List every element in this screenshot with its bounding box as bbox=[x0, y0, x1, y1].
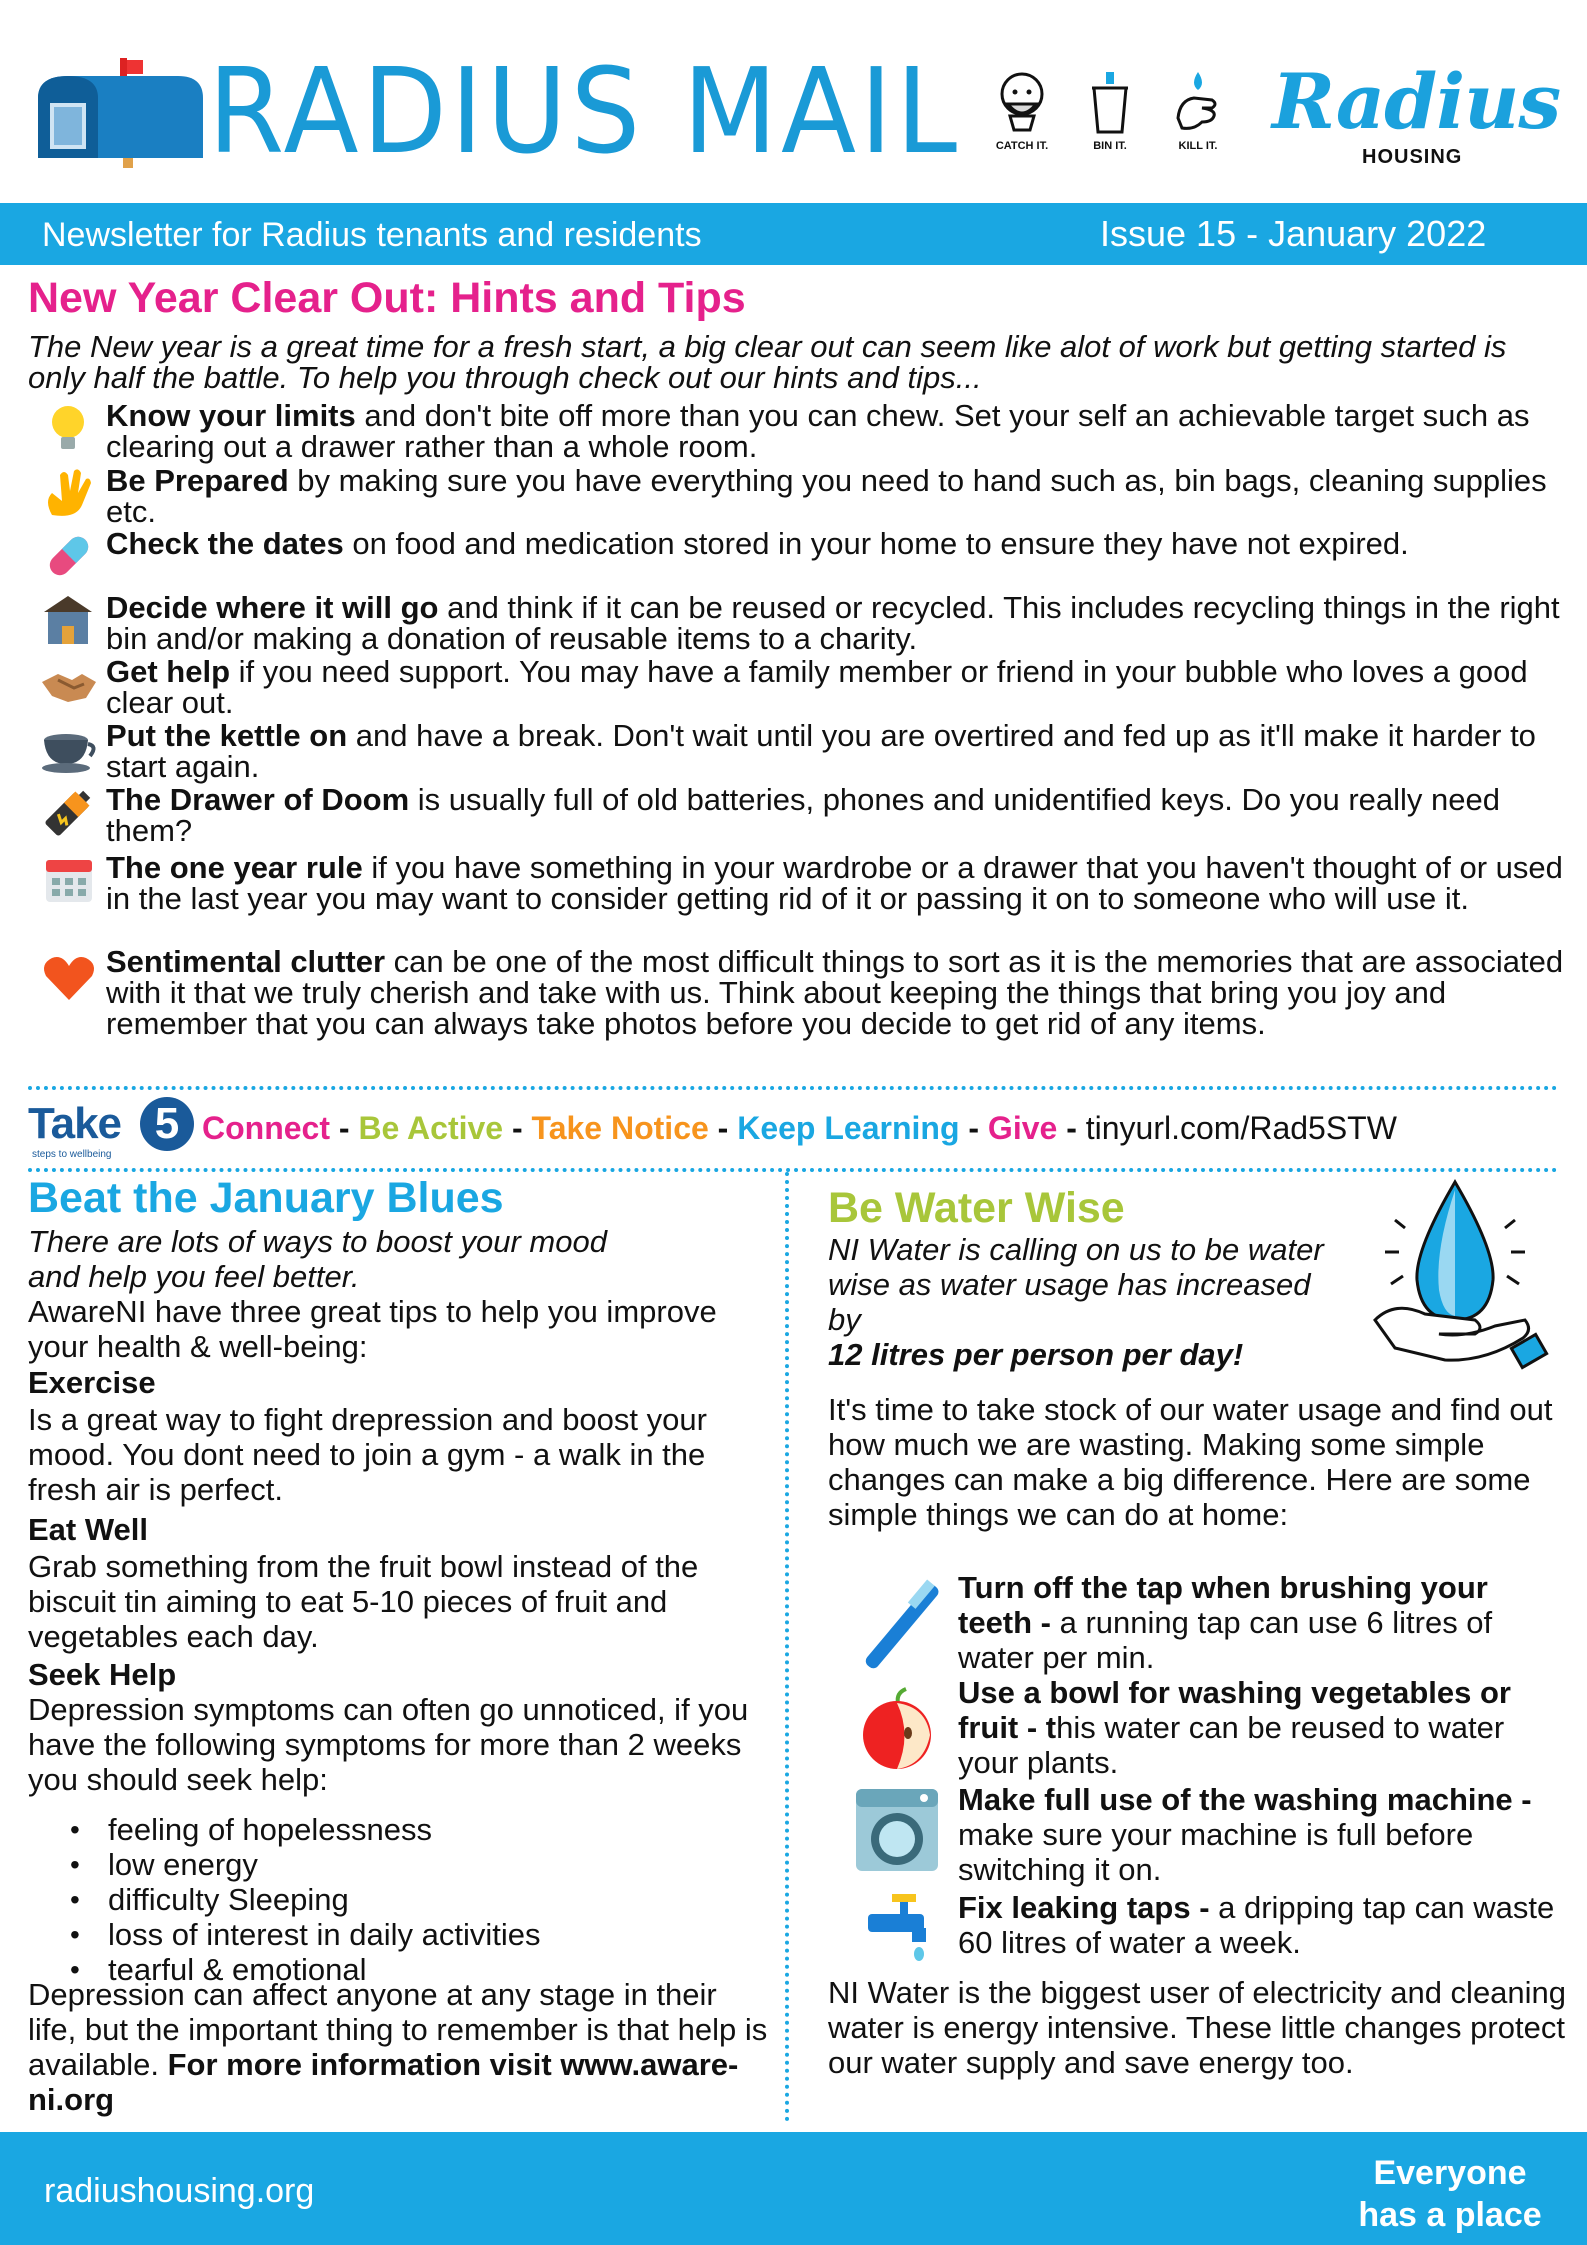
mailbox-icon bbox=[28, 58, 208, 168]
take5-steps: Connect - Be Active - Take Notice - Keep Learning - Give - tinyurl.com/Rad5STW bbox=[202, 1110, 1397, 1146]
catch-it-label: CATCH IT. bbox=[995, 140, 1049, 152]
footer-slogan: Everyone has a place bbox=[1358, 2154, 1542, 2234]
tip-decide: Decide where it will go and think if it can be reused or recycled. This includes recycling things in the right bin and/or making a donation of reusable items to a charity. bbox=[106, 590, 1560, 656]
newsletter-tagline: Newsletter for Radius tenants and residents bbox=[42, 216, 702, 254]
logo-subtitle: HOUSING bbox=[1362, 146, 1463, 168]
footer-website-link[interactable]: radiushousing.org bbox=[44, 2172, 315, 2210]
step-connect: Connect bbox=[202, 1110, 330, 1146]
clearout-heading: New Year Clear Out: Hints and Tips bbox=[28, 274, 746, 322]
step-take-notice: Take Notice bbox=[531, 1110, 709, 1146]
heart-icon bbox=[38, 950, 100, 1006]
catch-bin-kill bbox=[982, 70, 1242, 180]
water-heading: Be Water Wise bbox=[828, 1184, 1125, 1232]
blues-intro: There are lots of ways to boost your mood and help you feel better. bbox=[28, 1224, 607, 1294]
tap-icon bbox=[862, 1888, 942, 1968]
logo-wordmark: Radius bbox=[1272, 57, 1561, 146]
issue-number: Issue 15 - January 2022 bbox=[1100, 213, 1487, 254]
battery-icon bbox=[38, 784, 100, 840]
catch-it bbox=[982, 70, 1062, 152]
water-body: It's time to take stock of our water usage and find out how much we are wasting. Making some simple changes can make a big difference. Here are some simple things we can do at home: bbox=[828, 1392, 1553, 1532]
exercise-heading: Exercise bbox=[28, 1365, 156, 1400]
tip-sentimental: Sentimental clutter can be one of the most difficult things to sort as it is the memories that are associated with it that we truly cherish and take with us. Think about keeping the things that bring you joy and remember that you can always take photos before you decide to get rid of any items. bbox=[106, 944, 1564, 1041]
water-tip-brushing: Turn off the tap when brushing your teeth - a running tap can use 6 litres of water per min. bbox=[958, 1570, 1493, 1675]
raised-hand-icon bbox=[38, 465, 100, 521]
bin-it-label: BIN IT. bbox=[1093, 140, 1127, 152]
tip-one-year-rule: The one year rule if you have something in your wardrobe or a drawer that you haven't thought of or used in the last year you may want to consider getting rid of it or passing it on to someone who will use it. bbox=[106, 850, 1563, 916]
pill-icon bbox=[38, 528, 100, 584]
apple-icon bbox=[852, 1685, 942, 1775]
symptom-list bbox=[60, 1812, 760, 1987]
tip-check-dates: Check the dates on food and medication stored in your home to ensure they have not expired. bbox=[106, 526, 1409, 561]
list-item: • feeling of hopelessness bbox=[60, 1812, 760, 1847]
step-be-active: Be Active bbox=[358, 1110, 504, 1146]
clearout-intro: The New year is a great time for a fresh start, a big clear out can seem like alot of work but getting started is only half the battle. To help you through check out our hints and tips... bbox=[28, 329, 1507, 395]
step-give: Give bbox=[987, 1110, 1058, 1146]
water-tip-bowl: Use a bowl for washing vegetables or fruit - this water can be reused to water your plants. bbox=[958, 1675, 1511, 1780]
blues-heading: Beat the January Blues bbox=[28, 1174, 504, 1222]
list-item: • low energy bbox=[60, 1847, 760, 1882]
take5-logo-word: Take bbox=[28, 1099, 122, 1148]
handshake-icon bbox=[38, 656, 100, 712]
exercise-text: Is a great way to fight drepression and boost your mood. You dont need to join a gym - a walk in the fresh air is perfect. bbox=[28, 1402, 707, 1507]
water-outro: NI Water is the biggest user of electricity and cleaning water is energy intensive. These little changes protect our water supply and save energy too. bbox=[828, 1975, 1567, 2080]
water-intro: NI Water is calling on us to be water wise as water usage has increased by 12 litres per person per day! bbox=[828, 1232, 1324, 1372]
list-item: • difficulty Sleeping bbox=[60, 1882, 760, 1917]
take5-logo bbox=[28, 1093, 208, 1163]
divider-bottom bbox=[28, 1168, 1558, 1172]
bin-it bbox=[1070, 70, 1150, 152]
hand-wash-icon bbox=[1172, 70, 1224, 136]
tip-get-help: Get help if you need support. You may have a family member or friend in your bubble who loves a good clear out. bbox=[106, 654, 1528, 720]
blues-outro: Depression can affect anyone at any stage in their life, but the important thing to remember is that help is available. For more information visit www.aware-ni.org bbox=[28, 1977, 768, 2117]
tip-drawer-doom: The Drawer of Doom is usually full of old batteries, phones and unidentified keys. Do you really need them? bbox=[106, 782, 1500, 848]
kill-it-label: KILL IT. bbox=[1178, 140, 1218, 152]
tip-kettle: Put the kettle on and have a break. Don't wait until you are overtired and fed up as it'll make it harder to start again. bbox=[106, 718, 1536, 784]
divider-top bbox=[28, 1086, 1558, 1090]
tip-know-limits: Know your limits and don't bite off more than you can chew. Set your self an achievable target such as clearing out a drawer rather than a whole room. bbox=[106, 398, 1530, 464]
bin-icon bbox=[1084, 70, 1136, 136]
tip-be-prepared: Be Prepared by making sure you have everything you need to hand such as, bin bags, cleaning supplies etc. bbox=[106, 463, 1547, 529]
issue-band bbox=[0, 203, 1587, 265]
kill-it bbox=[1158, 70, 1238, 152]
water-tip-washing-machine: Make full use of the washing machine - make sure your machine is full before switching it on. bbox=[958, 1782, 1532, 1887]
washing-machine-icon bbox=[852, 1785, 942, 1875]
sneeze-face-icon bbox=[996, 70, 1048, 136]
building-icon bbox=[38, 592, 100, 648]
column-divider bbox=[785, 1172, 789, 2122]
masthead-title: RADIUS MAIL bbox=[208, 42, 961, 180]
step-keep-learning: Keep Learning bbox=[737, 1110, 960, 1146]
seek-help-text: Depression symptoms can often go unnoticed, if you have the following symptoms for more than 2 weeks you should seek help: bbox=[28, 1692, 749, 1797]
take5-link[interactable]: tinyurl.com/Rad5STW bbox=[1085, 1110, 1397, 1146]
radius-housing-logo bbox=[1272, 57, 1561, 174]
eat-well-text: Grab something from the fruit bowl instead of the biscuit tin aiming to eat 5-10 pieces of fruit and vegetables each day. bbox=[28, 1549, 699, 1654]
take5-logo-number: 5 bbox=[140, 1097, 194, 1151]
list-item: • loss of interest in daily activities bbox=[60, 1917, 760, 1952]
seek-help-heading: Seek Help bbox=[28, 1657, 177, 1692]
lightbulb-icon bbox=[38, 400, 100, 456]
list-item: • tearful & emotional bbox=[60, 1952, 760, 1987]
eat-well-heading: Eat Well bbox=[28, 1512, 149, 1547]
water-drop-hand-icon bbox=[1355, 1170, 1555, 1370]
water-tip-leaking-taps: Fix leaking taps - a dripping tap can waste 60 litres of water a week. bbox=[958, 1890, 1555, 1960]
footer bbox=[0, 2132, 1587, 2245]
calendar-icon bbox=[38, 852, 100, 908]
take5-logo-sub: steps to wellbeing bbox=[32, 1149, 112, 1160]
toothbrush-icon bbox=[852, 1570, 952, 1680]
aware-link[interactable]: For more information visit www.aware-ni.org bbox=[28, 2047, 739, 2117]
blues-lead: AwareNI have three great tips to help you improve your health & well-being: bbox=[28, 1294, 717, 1364]
teacup-icon bbox=[38, 720, 100, 776]
water-stat: 12 litres per person per day! bbox=[828, 1337, 1244, 1372]
